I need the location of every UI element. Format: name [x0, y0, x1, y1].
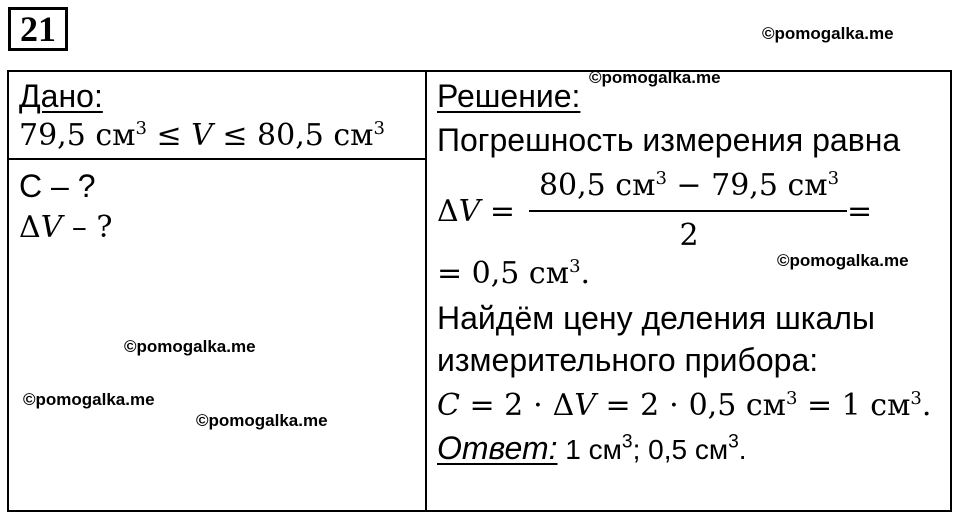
problem-number: 21 [8, 7, 68, 51]
given-condition: 79,5 $см^3 \le V \le 80,5$ $см^3$ [19, 118, 385, 153]
solution-title: Решение: [437, 78, 581, 114]
watermark-left-3: ©pomogalka.me [196, 411, 328, 430]
find-delta-v: ΔV – ? [19, 210, 113, 245]
watermark-solution-middle: ©pomogalka.me [777, 251, 909, 270]
find-division-line-1: Найдём цену деления шкалы [437, 300, 875, 336]
table-divider-vertical [425, 72, 427, 510]
solution-line-1: Погрешность измерения равна [437, 122, 901, 158]
given-title: Дано: [19, 78, 103, 114]
fraction-bar [529, 210, 847, 212]
watermark-left-2: ©pomogalka.me [23, 390, 155, 409]
watermark-top-right: ©pomogalka.me [762, 24, 894, 43]
watermark-solution-top: ©pomogalka.me [589, 68, 721, 87]
delta-v-result: = 0,5 $см^3$. [437, 256, 591, 291]
delta-v-lhs: ΔV = [437, 194, 516, 229]
answer-line: Ответ: 1 $см^3$; 0,5 $см^3$. [437, 430, 747, 466]
table-divider-horizontal [9, 158, 425, 160]
watermark-left-1: ©pomogalka.me [124, 337, 256, 356]
find-c: C – ? [19, 168, 96, 204]
c-formula: C = 2 ⋅ ΔV = 2 ⋅ 0,5 $см^3 = 1$ $см^3$. [437, 388, 932, 423]
fraction-numerator: 80,5 $см^3 - 79,5$ $см^3$ [538, 168, 840, 203]
find-division-line-2: измерительного прибора: [437, 342, 819, 378]
fraction-denominator: 2 [679, 218, 699, 253]
equals-after-fraction: = [847, 194, 873, 229]
solution-table [7, 70, 952, 512]
